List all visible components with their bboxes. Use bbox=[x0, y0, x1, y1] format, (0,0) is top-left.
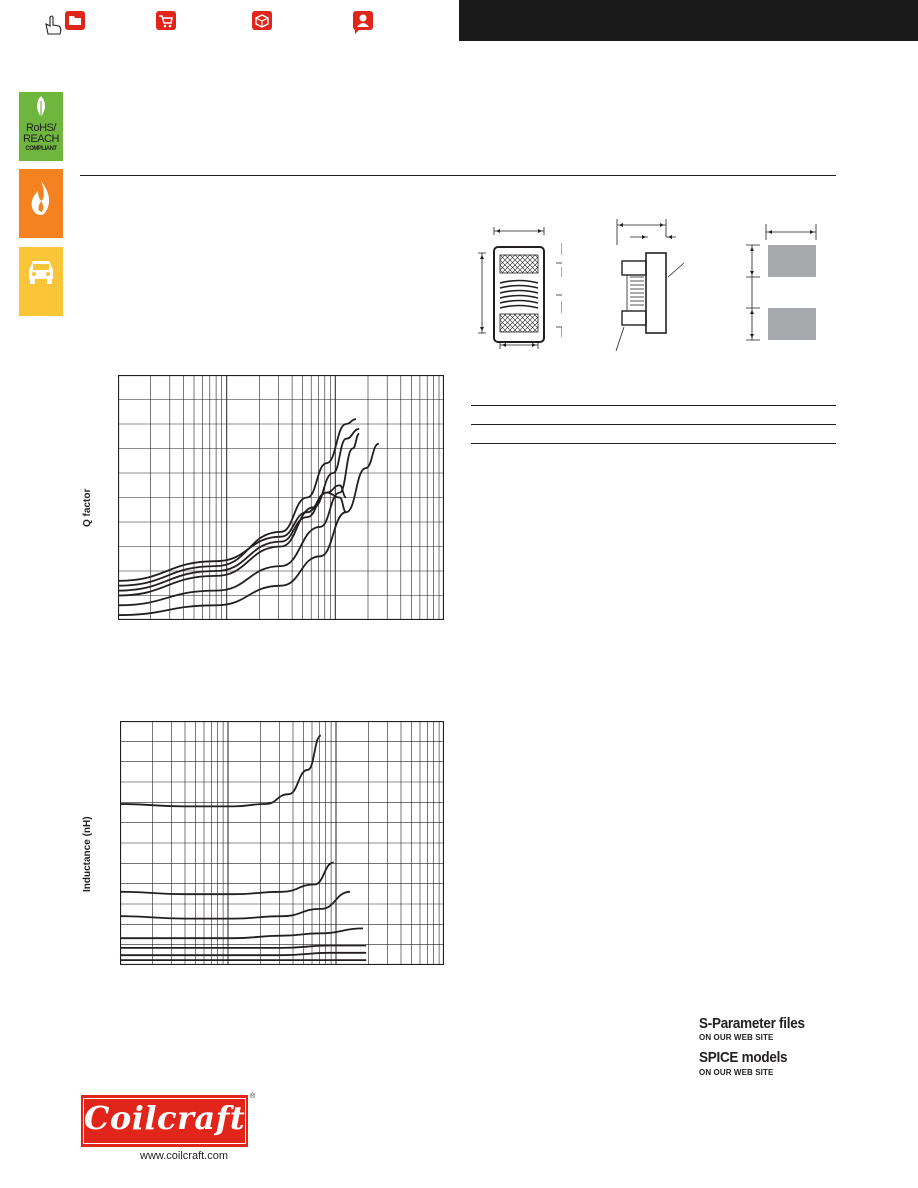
halogen-free-badge bbox=[19, 169, 63, 238]
side-view-drawing bbox=[600, 215, 690, 355]
table-rule-top bbox=[471, 405, 836, 406]
series-line-1 bbox=[118, 434, 359, 606]
header-bar bbox=[459, 0, 918, 41]
q-factor-chart bbox=[118, 375, 444, 620]
rohs-line3: COMPLIANT bbox=[25, 146, 57, 152]
sparam-subtitle: ON OUR WEB SITE bbox=[699, 1033, 774, 1042]
rohs-text bbox=[21, 123, 61, 153]
header-rule bbox=[80, 175, 836, 176]
spice-title[interactable]: SPICE models bbox=[699, 1049, 788, 1066]
car-icon bbox=[25, 257, 57, 287]
top-view-drawing bbox=[470, 215, 562, 355]
l-chart-ylabel: Inductance (nH) bbox=[82, 816, 93, 892]
automotive-badge bbox=[19, 247, 63, 316]
rohs-line2: REACH bbox=[22, 133, 59, 145]
rohs-badge bbox=[19, 92, 63, 161]
flame-icon bbox=[28, 179, 54, 219]
series-line-6 bbox=[120, 953, 366, 955]
folder-icon[interactable] bbox=[64, 8, 86, 32]
table-rule-mid bbox=[471, 424, 836, 425]
coilcraft-logo[interactable] bbox=[81, 1095, 248, 1147]
q-chart-ylabel: Q factor bbox=[82, 488, 93, 527]
website-url[interactable]: www.coilcraft.com bbox=[140, 1150, 229, 1162]
sparam-title[interactable]: S-Parameter files bbox=[699, 1015, 805, 1032]
inductance-chart bbox=[120, 721, 444, 965]
land-pattern-drawing bbox=[740, 220, 830, 345]
land-pad-bottom bbox=[768, 308, 816, 340]
kit-icon[interactable] bbox=[251, 8, 273, 32]
cart-icon[interactable] bbox=[155, 8, 177, 32]
registered-mark: ® bbox=[250, 1093, 256, 1100]
table-rule-bottom bbox=[471, 443, 836, 444]
series-line-3 bbox=[120, 892, 350, 919]
leaf-icon bbox=[32, 95, 50, 121]
contact-icon[interactable] bbox=[352, 8, 374, 34]
series-line-2 bbox=[118, 429, 359, 596]
series-line-4 bbox=[120, 928, 363, 938]
series-line-3 bbox=[118, 485, 346, 590]
series-line-4 bbox=[118, 419, 356, 586]
rohs-line1: RoHS/ bbox=[26, 122, 56, 134]
spice-subtitle: ON OUR WEB SITE bbox=[699, 1068, 774, 1077]
series-line-2 bbox=[120, 863, 334, 895]
series-line-1 bbox=[120, 736, 321, 807]
land-pad-top bbox=[768, 245, 816, 277]
series-line-5 bbox=[120, 946, 366, 948]
pointer-icon[interactable] bbox=[44, 14, 66, 36]
logo-wordmark: Coilcraft bbox=[83, 1099, 246, 1137]
